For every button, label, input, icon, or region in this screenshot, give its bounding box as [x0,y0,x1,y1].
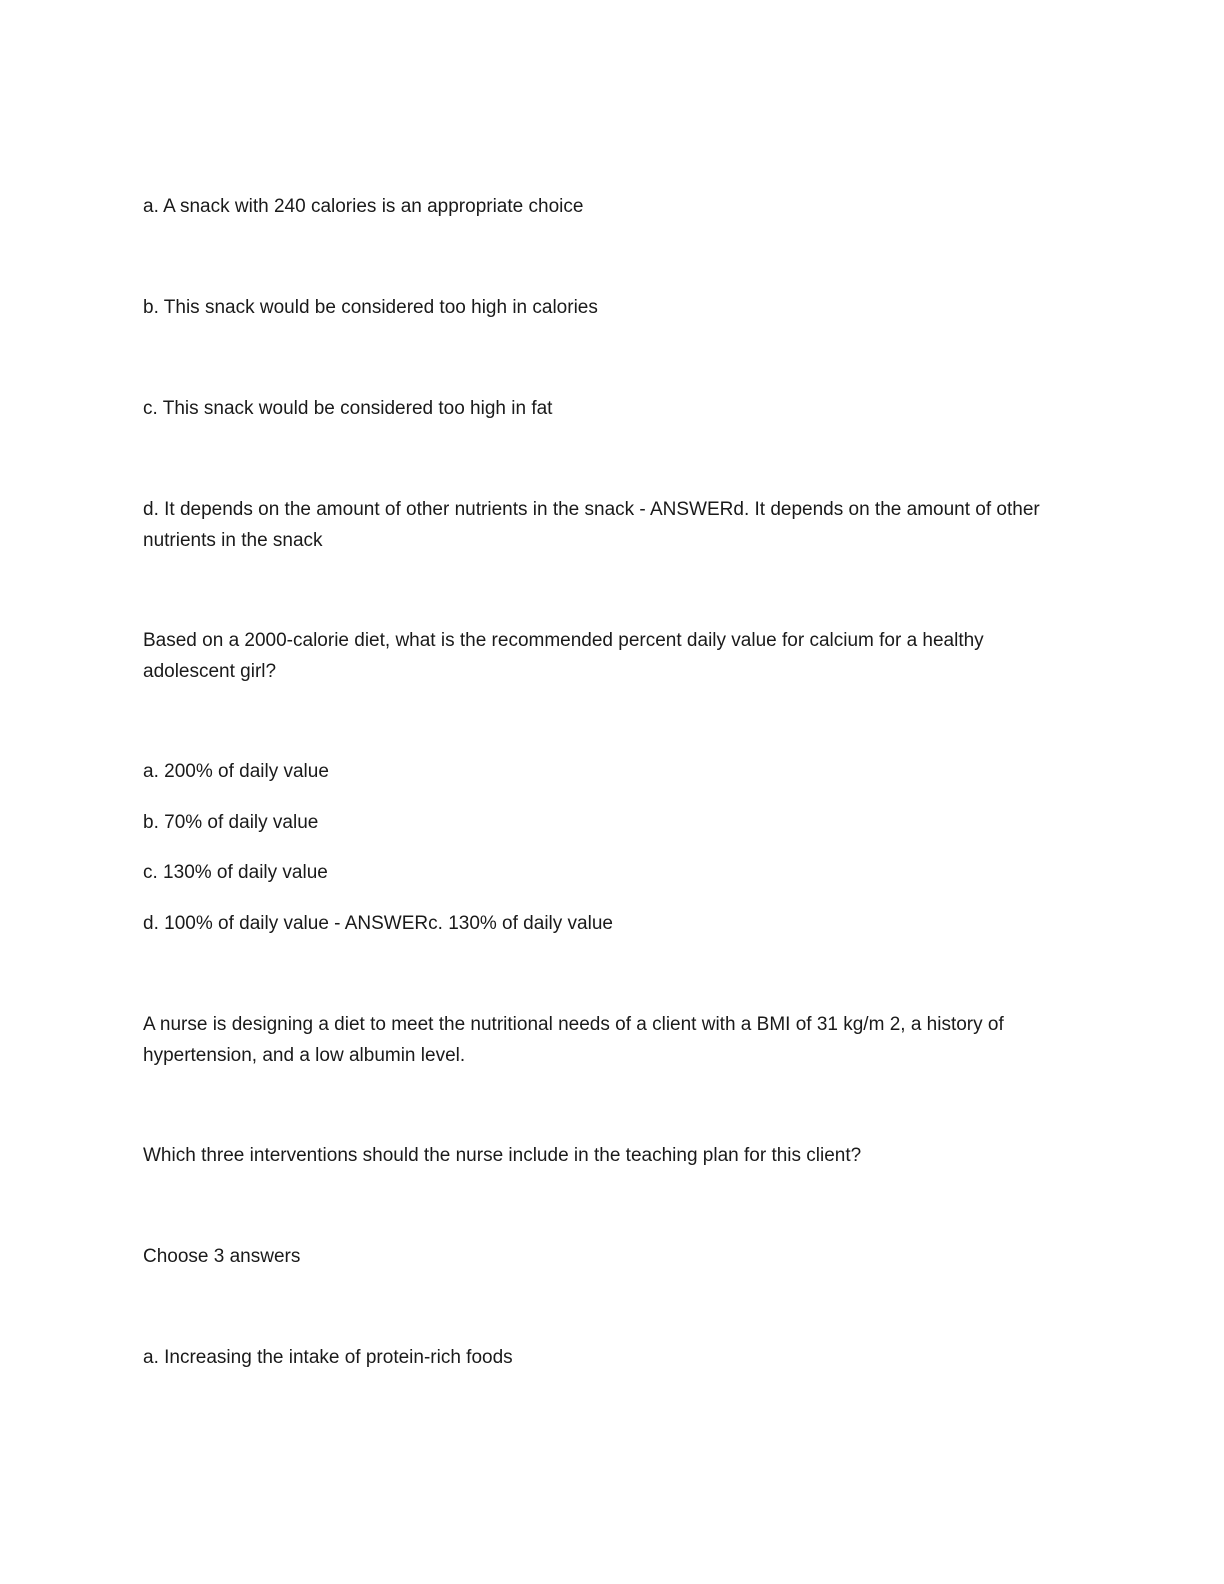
answer-option-a-calcium: a. 200% of daily value [143,761,329,782]
answer-option-d-calcium: d. 100% of daily value - ANSWERc. 130% of daily value [143,913,613,934]
answer-option-c-snack: c. This snack would be considered too high in fat [143,398,553,419]
question-interventions: Which three interventions should the nurse include in the teaching plan for this client? [143,1145,862,1166]
answer-option-a-snack: a. A snack with 240 calories is an appropriate choice [143,196,584,217]
question-nurse-diet: A nurse is designing a diet to meet the nutritional needs of a client with a BMI of 31 kg/m 2, a history of hypertension, and a low albumin level. [143,1014,1010,1066]
answer-option-d-snack: d. It depends on the amount of other nutrients in the snack - ANSWERd. It depends on the amount of other nutrients in the snack [143,499,1045,551]
answer-option-b-snack: b. This snack would be considered too high in calories [143,297,598,318]
instruction-choose-answers: Choose 3 answers [143,1246,301,1267]
answer-option-c-calcium: c. 130% of daily value [143,862,328,883]
question-calcium: Based on a 2000-calorie diet, what is the recommended percent daily value for calcium for a healthy adolescent girl? [143,630,989,682]
answer-option-a-protein: a. Increasing the intake of protein-rich foods [143,1347,513,1368]
answer-option-b-calcium: b. 70% of daily value [143,812,319,833]
